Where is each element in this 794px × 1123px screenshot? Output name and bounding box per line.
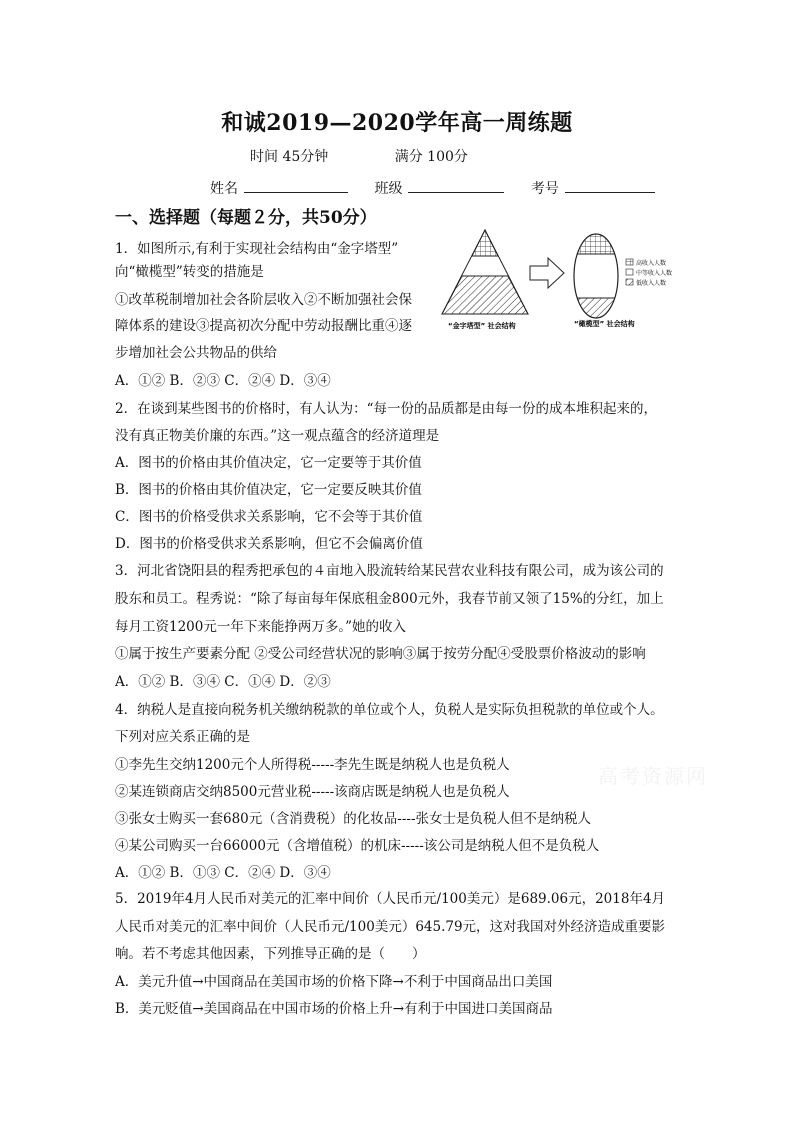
figure-legend (626, 259, 672, 287)
student-info-row (210, 178, 677, 198)
text-line: A．美元升值→中国商品在美国市场的价格下降→不利于中国商品出口美国 (115, 974, 553, 990)
text-line: 下列对应关系正确的是 (115, 729, 250, 745)
pyramid-shape (442, 230, 528, 314)
olive-shape (570, 232, 622, 320)
text-line: ③张女士购买一套680元（含消费税）的化妆品----张女士是负税人但不是纳税人 (115, 811, 592, 827)
name-label: 姓名 (210, 181, 238, 197)
text-line: 股东和员工。程秀说：“除了每亩每年保底租金800元外，我春节前又领了15%的分红，加上 (115, 591, 664, 607)
exam-no-label: 考号 (530, 181, 559, 197)
text-line: B．图书的价格由其价值决定，它一定要反映其价值 (115, 482, 422, 498)
legend-mid: 中等收入人数 (636, 270, 673, 277)
exam-time: 时间 45分钟 (250, 149, 329, 165)
text-line: ①属于按生产要素分配 ②受公司经营状况的影响③属于按劳分配④受股票价格波动的影响 (115, 646, 646, 662)
text-line: 没有真正物美价廉的东西。”这一观点蕴含的经济道理是 (115, 428, 440, 444)
text-line: ④某公司购买一台66000元（含增值税）的机床-----该公司是纳税人但不是负税人 (115, 838, 600, 854)
pyramid-caption: “金字塔型” 社会结构 (448, 322, 516, 330)
class-label: 班级 (374, 181, 403, 197)
text-line: ①李先生交纳1200元个人所得税-----李先生既是纳税人也是负税人 (115, 757, 510, 773)
exam-no-field[interactable] (565, 178, 655, 193)
text-line: ①改革税制增加社会各阶层收入②不断加强社会保 (115, 292, 412, 308)
text-line: 1．如图所示,有利于实现社会结构由“金字塔型” (115, 241, 399, 257)
legend-low: 低收入人数 (636, 280, 667, 287)
text-line: D．图书的价格受供求关系影响，但它不会偏离价值 (115, 536, 423, 552)
text-line: 5．2019年4月人民币对美元的汇率中间价（人民币元/100美元）是689.06元，2018年4月 (115, 891, 666, 907)
name-field[interactable] (244, 178, 348, 193)
exam-meta (250, 146, 530, 166)
olive-caption: “橄榄型” 社会结构 (574, 320, 635, 328)
legend-swatch-low (626, 279, 633, 285)
legend-high: 高收入人数 (636, 260, 667, 267)
legend-swatch-mid (626, 269, 633, 275)
text-line: 人民币对美元的汇率中间价（人民币元/100美元）645.79元，这对我国对外经济造成重要影 (115, 919, 666, 935)
section-title: 一、选择题（每题２分，共50分） (115, 208, 377, 228)
legend-swatch-high (626, 259, 633, 265)
text-line: 响。若不考虑其他因素，下列推导正确的是（ ） (115, 946, 426, 962)
text-line: A．①② B．③④ C．①④ D．②③ (115, 674, 331, 690)
text-line: 步增加社会公共物品的供给 (115, 345, 277, 361)
text-line: 每月工资1200元一年下来能挣两万多。”她的收入 (115, 619, 407, 635)
text-line: 向“橄榄型”转变的措施是 (115, 264, 264, 280)
text-line: C．图书的价格受供求关系影响，它不会等于其价值 (115, 509, 423, 525)
class-field[interactable] (408, 178, 504, 193)
text-line: ②某连锁商店交纳8500元营业税-----该商店既是纳税人也是负税人 (115, 784, 510, 800)
text-line: A．①② B．①③ C．②④ D．③④ (115, 865, 331, 881)
watermark: 高考资源网 (598, 764, 708, 788)
social-structure-figure (440, 226, 690, 336)
page-title: 和诚2019—2020学年高一周练题 (221, 110, 573, 136)
text-line: 2．在谈到某些图书的价格时，有人认为：“每一份的品质都是由每一份的成本堆积起来的， (115, 401, 657, 417)
text-line: 3．河北省饶阳县的程秀把承包的４亩地入股流转给某民营农业科技有限公司，成为该公司的 (115, 563, 664, 579)
text-line: A．图书的价格由其价值决定，它一定要等于其价值 (115, 455, 422, 471)
text-line: 4．纳税人是直接向税务机关缴纳税款的单位或个人，负税人是实际负担税款的单位或个人。 (115, 702, 664, 718)
arrow-icon (530, 258, 564, 288)
text-line: B．美元贬值→美国商品在中国市场的价格上升→有利于中国进口美国商品 (115, 1001, 553, 1017)
text-line: 障体系的建设③提高初次分配中劳动报酬比重④逐 (115, 318, 412, 334)
text-line: A．①② B．②③ C．②④ D．③④ (115, 373, 331, 389)
exam-score: 满分 100分 (394, 149, 468, 165)
